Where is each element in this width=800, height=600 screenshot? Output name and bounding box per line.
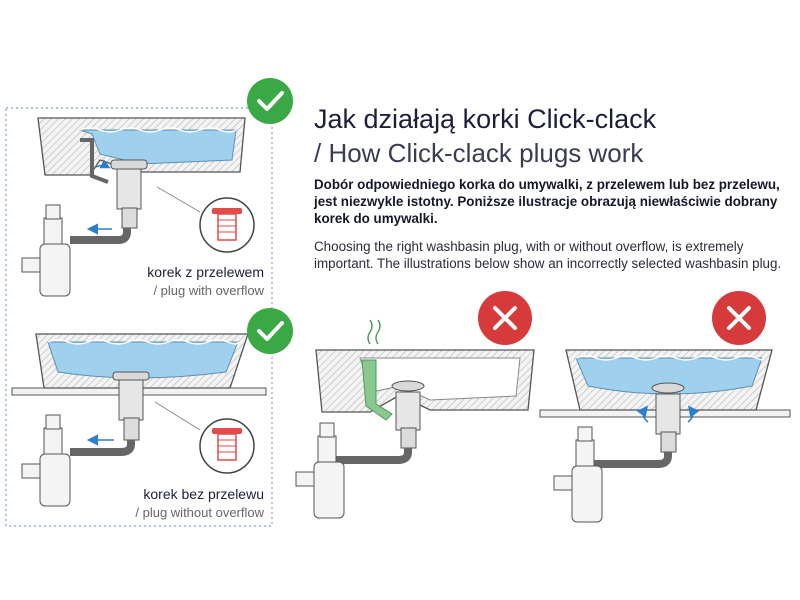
panel-without-overflow-illustration <box>12 308 293 506</box>
page-subtitle: / How Click-clack plugs work <box>314 138 644 168</box>
page-title: Jak działają korki Click-clack <box>314 104 657 134</box>
check-icon <box>247 308 293 354</box>
label-with-overflow-pl: korek z przelewem <box>147 264 264 280</box>
panel-wrong-countertop-bowl-illustration <box>540 291 790 522</box>
label-with-overflow-en: / plug with overflow <box>153 283 264 298</box>
description-english: Choosing the right washbasin plug, with or without overflow, is extremely important. The illustrations below show an incorrectly selected washbasin plug. <box>314 239 782 271</box>
check-icon <box>247 78 293 124</box>
label-without-overflow-pl: korek bez przelewu <box>143 486 264 502</box>
label-without-overflow-en: / plug without overflow <box>135 505 264 520</box>
panel-wrong-overflow-basin-illustration <box>296 291 534 518</box>
description-polish: Dobór odpowiedniego korka do umywalki, z przelewem lub bez przelewu, jest niezwykle istotny. Poniższe ilustracje obrazują niewłaściwie dobrany korek do umywalki. <box>314 177 780 226</box>
